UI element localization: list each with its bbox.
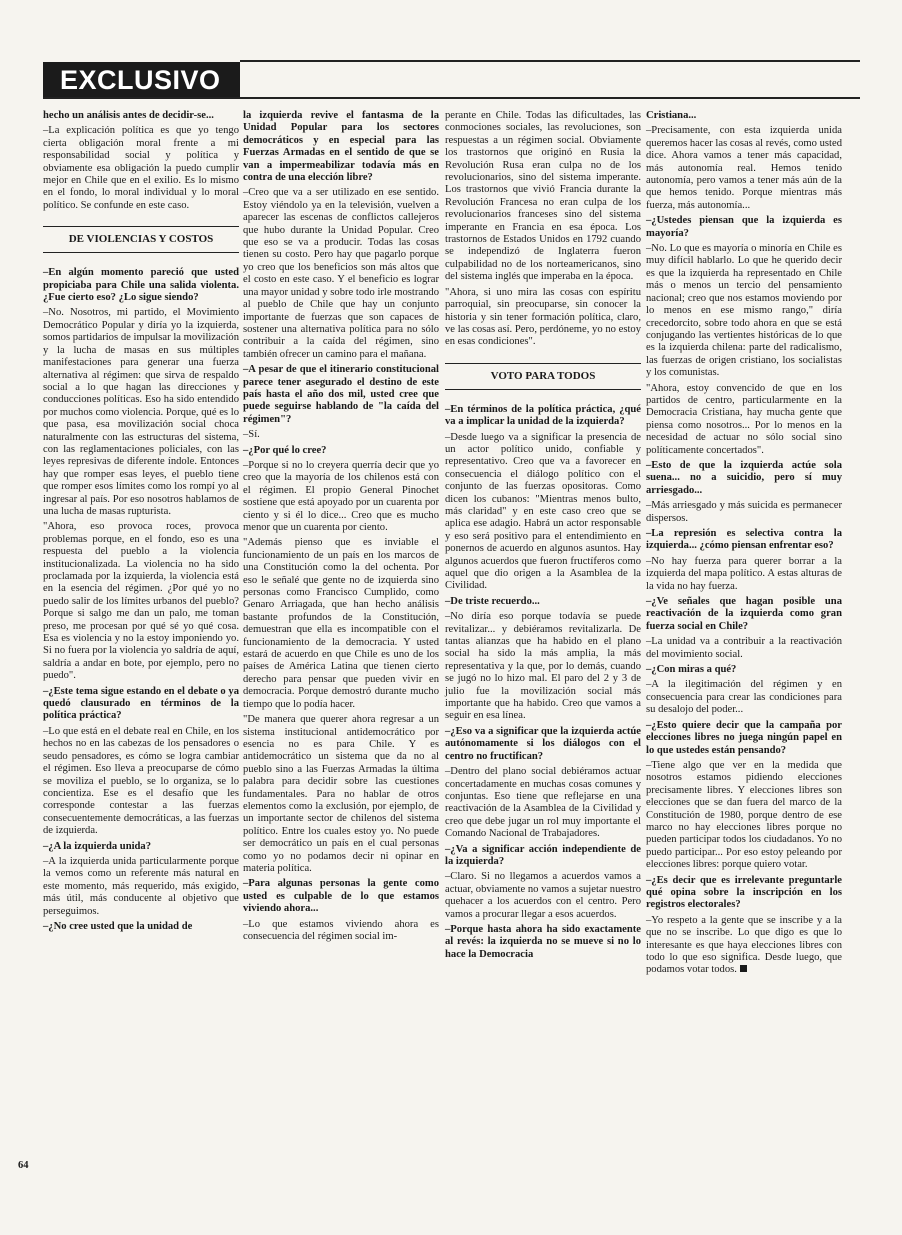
interview-answer — [646, 125, 842, 212]
paragraph-text: –La represión es selectiva contra la izquierda... ¿cómo piensan enfrentar eso? — [646, 528, 842, 552]
interview-answer — [646, 760, 842, 872]
paragraph-text: –Esto de que la izquierda actúe sola suena... no a suicidio, pero sí muy arriesgado... — [646, 459, 842, 496]
interview-question — [243, 110, 439, 184]
interview-question — [43, 841, 239, 853]
paragraph-text: –No. Lo que es mayoría o minoría en Chile es muy difícil hablarlo. Lo que he querido decir es que la izquierda ha representado en Chile más o menos un tercio del pensamiento nacional; creo que nos estamos moviendo por lo menos en ese mismo rango," diría crecedorcito, sobre todo ahora en que se está conjugando las vertientes históricas de lo que es la izquierda chilena: parte del radicalismo, las fuerzas de origen cristiano, los socialistas y los comunistas. — [646, 243, 842, 379]
interview-question — [445, 844, 641, 869]
interview-answer — [43, 307, 239, 518]
subheading — [43, 226, 239, 253]
interview-question — [646, 875, 842, 912]
paragraph-text: –La explicación política es que yo tengo cierta obligación moral frente a mi responsabilidad social y política y obviamente esa obligación la puedo cumplir mejor en Chile que en el exilio. Es lo mismo en el fondo, lo moral individual y lo moral político. Se confunde en este caso. — [43, 125, 239, 211]
interview-answer — [445, 432, 641, 593]
paragraph-text: la izquierda revive el fantasma de la Unidad Popular para los sectores democráticos y en especial para las Fuerzas Armadas en el sentido de que se van a impermeabilizar todavía más en contra de una elección libre? — [243, 110, 439, 184]
paragraph-text: –Lo que está en el debate real en Chile, en los hechos no en las cabezas de los pensadores o seudo pensadores, es cómo se logra cambiar el régimen. Eso lleva a preocuparse de cómo se moviliza el pueblo, se lo organiza, se lo concientiza. Ese es el desafío que les corresponde contestar a las fuerzas consecuentemente democráticas, a las fuerzas de izquierda. — [43, 725, 239, 837]
interview-answer — [243, 429, 439, 441]
paragraph-text: –Creo que va a ser utilizado en ese sentido. Estoy viéndolo ya en la televisión, vuelven a aparecer las escenas de conflictos callejeros que hubo durante la Unidad Popular. Creo que eso se va a producir. Todas las cosas tienen su costo. Pero hay que pagarlo porque yo creo que los beneficios son más altos que el costo en este caso. Y el beneficio es lograr una mayor unidad y sobre todo irle mostrando al pueblo de Chile que hay un conjunto importante de fuerzas que son capaces de sostener una alternativa política para no sólo contribuir a la caída del régimen, sino también ofrecer un camino para el mañana. — [243, 187, 439, 360]
paragraph-text: –¿Esto quiere decir que la campaña por elecciones libres no juega ningún papel en lo que ustedes están pensando? — [646, 719, 842, 756]
paragraph-text: –A la izquierda unida particularmente porque la vemos como un referente más natural en este momento, más requerido, más exigido, más útil, más conducente al objetivo que perseguimos. — [43, 855, 239, 917]
interview-question — [43, 110, 239, 122]
paragraph-text: –¿Va a significar acción independiente de la izquierda? — [445, 843, 641, 867]
interview-answer — [646, 243, 842, 379]
interview-answer — [646, 636, 842, 661]
paragraph-text: –En términos de la política práctica, ¿qué va a implicar la unidad de la izquierda? — [445, 403, 641, 428]
paragraph-text: –Desde luego va a significar la presencia de un actor político unido, confiable y representativo. Creo que va a favorecer en consecuencia el diálogo político con el conjunto de las fuerzas opositoras. Como dicen los cubanos: "Mientras menos bulto, más claridad" y en este caso creo que se aplica ese adagio. Habrá un actor responsable y eso será positivo para el entendimiento en ponernos de acuerdo en algunos asuntos. Hay algunos acuerdos que fueron fructíferos como aquel que dio origen a la Asamblea de la Civilidad. — [445, 431, 641, 592]
paragraph-text: "Además pienso que es inviable el funcionamiento de un país en los marcos de una Constitución como la del ochenta. Por eso le señalé que gente no de izquierda sino personas como Francisco Cumplido, como Genaro Arriagada, que han hecho análisis bastante profundos de la Constitución, demuestran que ella es incompatible con el funcionamiento de la democracia. Y usted estará de acuerdo en que Chile es uno de los países de América Latina que tienen cierto derecho para pensar que pueden vivir en democracia. Porque demostró durante mucho tiempo que lo podía hacer. — [243, 537, 439, 710]
interview-question — [646, 110, 842, 122]
interview-answer — [646, 556, 842, 593]
paragraph-text: –Porque si no lo creyera querría decir que yo creo que la mayoría de los chilenos está con el régimen. El propio General Pinochet sostiene que está apoyado por un cuarenta por ciento y si él lo dice... Creo que es mucho menor que un cuarenta por ciento. — [243, 459, 439, 533]
text-column-1 — [43, 110, 239, 936]
paragraph-text: –Para algunas personas la gente como usted es culpable de lo que estamos viviendo ahora... — [243, 878, 439, 915]
paragraph-text: –¿Con miras a qué? — [646, 664, 737, 676]
paragraph-text: –Tiene algo que ver en la medida que nosotros estamos pidiendo elecciones precisamente libres. Y elecciones libres son elecciones que se dan fuera del marco de la Constitución de 1980, porque dentro de ese marco no hay elecciones libres porque no pueden participar todos los ciudadanos. Yo no puedo participar... Por eso estoy peleando por elecciones libres: porque quiero votar. — [646, 759, 842, 871]
paragraph-text: –Dentro del plano social debiéramos actuar concertadamente en muchas cosas comunes y conjuntas. Eso tiene que reflejarse en una reactivación de la Asamblea de la Civilidad y creo que debe jugar un rol muy importante el Comando Nacional de Trabajadores. — [445, 766, 641, 840]
interview-answer — [43, 521, 239, 682]
interview-question — [646, 720, 842, 757]
paragraph-text: –Sí. — [243, 429, 260, 441]
interview-question — [243, 445, 439, 457]
paragraph-text: –¿Eso va a significar que la izquierda actúe autónomamente si los diálogos con el centro no fructifican? — [445, 725, 641, 762]
interview-answer — [43, 125, 239, 212]
paragraph-text: "Ahora, eso provoca roces, provoca problemas porque, en el fondo, eso es una respuesta del pueblo a la violencia institucionalizada. La violencia no ha sido proclamada por la izquierda, la violencia está en la esencia del régimen. ¿Por qué yo no puedo salir de los límites urbanos del pueblo? Porque si salgo me dan un palo, me toman preso, me procesan por qué sé yo qué cosa. Esa es violencia y no la estoy imponiendo yo. Si no fuera por la violencia yo saldría de aquí, saldría a andar en bote, por ejemplo, pero no puedo". — [43, 521, 239, 682]
section-label: EXCLUSIVO — [43, 62, 240, 98]
paragraph-text: perante en Chile. Todas las dificultades, las conmociones sociales, las revoluciones, son respuestas a un régimen social. Obviamente los trastornos que originó en Rusia la Revolución Rusa eran culpa no de los revolucionarios, sino del sistema imperante. Los trastornos que vivió Francia durante la Revolución Francesa no eran culpa de los revolucionarios franceses sino del sistema imperante en Francia en esa época. Los trastornos de Estados Unidos en 1792 cuando se independizó de Inglaterra fueron culpabilidad no de los norteamericanos, sino del sistema inglés que imperaba en la época. — [445, 110, 641, 283]
paragraph-text: –En algún momento pareció que usted propiciaba para Chile una salida violenta. ¿Fue cierto eso? ¿Lo sigue siendo? — [43, 267, 239, 304]
paragraph-text: –De triste recuerdo... — [445, 595, 540, 607]
paragraph-text: –¿A la izquierda unida? — [43, 840, 152, 852]
interview-answer — [243, 187, 439, 361]
interview-question — [243, 878, 439, 915]
interview-answer — [445, 611, 641, 723]
paragraph-text: –A la ilegitimación del régimen y en consecuencia para crear las condiciones para su desalojo del poder... — [646, 679, 842, 716]
paragraph-text: –La unidad va a contribuir a la reactivación del movimiento social. — [646, 636, 842, 660]
interview-answer — [445, 766, 641, 840]
page-number: 64 — [18, 1160, 29, 1171]
text-column-3 — [445, 110, 641, 964]
interview-answer — [445, 110, 641, 284]
paragraph-text: VOTO PARA TODOS — [490, 369, 596, 382]
interview-question — [646, 460, 842, 497]
interview-answer — [243, 919, 439, 944]
header-rule-top — [240, 60, 860, 62]
interview-answer — [646, 679, 842, 716]
interview-answer — [646, 500, 842, 525]
interview-question — [43, 267, 239, 304]
paragraph-text: –¿Ustedes piensan que la izquierda es mayoría? — [646, 215, 842, 239]
interview-question — [43, 921, 239, 933]
paragraph-text: –No diría eso porque todavía se puede revitalizar... y debiéramos revitalizarla. De tantas alianzas que ha habido en el plano social ha sido la más amplia, la más representativa y la que, por lo demás, cuando se jugó no lo hizo mal. El paro del 2 y 3 de julio fue la movilización social más importante que ha habido. Creo que vamos a seguir en esa línea. — [445, 611, 641, 722]
interview-answer — [243, 460, 439, 534]
paragraph-text: –A pesar de que el itinerario constitucional parece tener asegurado el destino de este país hasta el año dos mil, usted cree que puede seguirse hablando de "la caída del régimen"? — [243, 364, 439, 425]
interview-question — [646, 528, 842, 553]
interview-answer — [43, 856, 239, 918]
paragraph-text: –¿Este tema sigue estando en el debate o ya quedó clausurado en términos de la política práctica? — [43, 685, 239, 722]
paragraph-text: –No. Nosotros, mi partido, el Movimiento Democrático Popular y diría yo la izquierda, somos partidarios de impulsar la movilización y la lucha de masas en sus múltiples manifestaciones para generar una fuerza alternativa al régimen: que sirva de respaldo social a lo que hagan las direcciones y conducciones políticas. Eso ha sido entendido por muchos como violencia. Porque, qué es lo que pasa, esa movilización social choca naturalmente con las estructuras del sistema, con las reglamentaciones policiales, con las leyes represivas de diferente índole. Entonces hay que romper esas leyes, el pueblo tiene que romper esos límites como los rompí yo al ingresar al país. Por eso nosotros hablamos de una lucha de masas rupturista. — [43, 307, 239, 517]
interview-question — [445, 924, 641, 961]
interview-question — [646, 664, 842, 676]
paragraph-text: "Ahora, si uno mira las cosas con espíritu parroquial, sin preocuparse, sin conocer la historia y sin tener formación política, claro, ve las cosas así. Pero, perdóneme, yo no estoy en esas condiciones". — [445, 286, 641, 348]
interview-answer — [646, 383, 842, 457]
paragraph-text: "De manera que querer ahora regresar a un sistema institucional antidemocrático por esencia no es para Chile. Y es antidemocrático un sistema que da no al pueblo sino a las Fuerzas Armadas la última palabra para decidir sobre las cuestiones fundamentales. Para no hablar de otros elementos como la exclusión, por ejemplo, de un importante sector de chilenos del sistema político. Entre los cuales estoy yo. No puede ser democrático un país en el cual personas como yo no podamos decir ni opinar en materia política. — [243, 714, 439, 874]
paragraph-text: –No hay fuerza para querer borrar a la izquierda del mapa político. A estas alturas de la vida no hay fuerza. — [646, 555, 842, 592]
paragraph-text: "Ahora, estoy convencido de que en los partidos de centro, particularmente en la Democracia Cristiana, hay mucha gente que piensa como nosotros... Por lo menos en la necesidad de actuar no sólo social sino políticamente concertados". — [646, 382, 842, 456]
interview-question — [243, 364, 439, 426]
paragraph-text: –Porque hasta ahora ha sido exactamente al revés: la izquierda no se mueve si no lo hace la Democracia — [445, 923, 641, 960]
paragraph-text: hecho un análisis antes de decidir-se... — [43, 110, 214, 121]
interview-answer — [445, 871, 641, 921]
paragraph-text: –¿No cree usted que la unidad de — [43, 920, 193, 932]
interview-question — [445, 596, 641, 608]
paragraph-text: –¿Ve señales que hagan posible una reactivación de la izquierda como gran fuerza social en Chile? — [646, 596, 842, 632]
interview-question — [445, 726, 641, 763]
paragraph-text: –¿Por qué lo cree? — [243, 444, 327, 456]
subheading — [445, 363, 641, 390]
interview-question — [646, 215, 842, 240]
text-column-4 — [646, 110, 842, 980]
interview-question — [43, 686, 239, 723]
interview-answer — [646, 915, 842, 977]
paragraph-text: –¿Es decir que es irrelevante preguntarle qué opina sobre la inscripción en los registros electorales? — [646, 874, 842, 911]
paragraph-text: Cristiana... — [646, 110, 697, 121]
paragraph-text: –Claro. Si no llegamos a acuerdos vamos a actuar, obviamente no vamos a sujetar nuestro quehacer a los acuerdos con el centro. Pero vamos a procurar llegar a esos acuerdos. — [445, 871, 641, 920]
paragraph-text: DE VIOLENCIAS Y COSTOS — [68, 233, 214, 246]
paragraph-text: –Lo que estamos viviendo ahora es consecuencia del régimen social im- — [243, 918, 439, 942]
interview-answer — [243, 714, 439, 875]
interview-question — [646, 596, 842, 633]
paragraph-text: –Precisamente, con esta izquierda unida queremos hacer las cosas al revés, como usted dice. Ahora vamos a tener más capacidad, más autonomía real. Hemos tenido autonomía, pero vamos a tener más aún de la que hemos tenido. Porque mientras más fuerza, más autonomía... — [646, 125, 842, 211]
header-rule-bottom — [43, 97, 860, 99]
paragraph-text: –Más arriesgado y más suicida es permanecer dispersos. — [646, 500, 842, 524]
interview-answer — [243, 537, 439, 711]
interview-answer — [445, 287, 641, 349]
interview-question — [445, 404, 641, 429]
text-column-2 — [243, 110, 439, 946]
end-of-article-square-icon — [740, 965, 747, 972]
paragraph-text: –Yo respeto a la gente que se inscribe y a la que no se inscribe. Lo que digo es que lo interesante es que haya elecciones libres con todo lo que eso significa. Desde luego, que podamos votar todos. — [646, 914, 842, 976]
interview-answer — [43, 726, 239, 838]
